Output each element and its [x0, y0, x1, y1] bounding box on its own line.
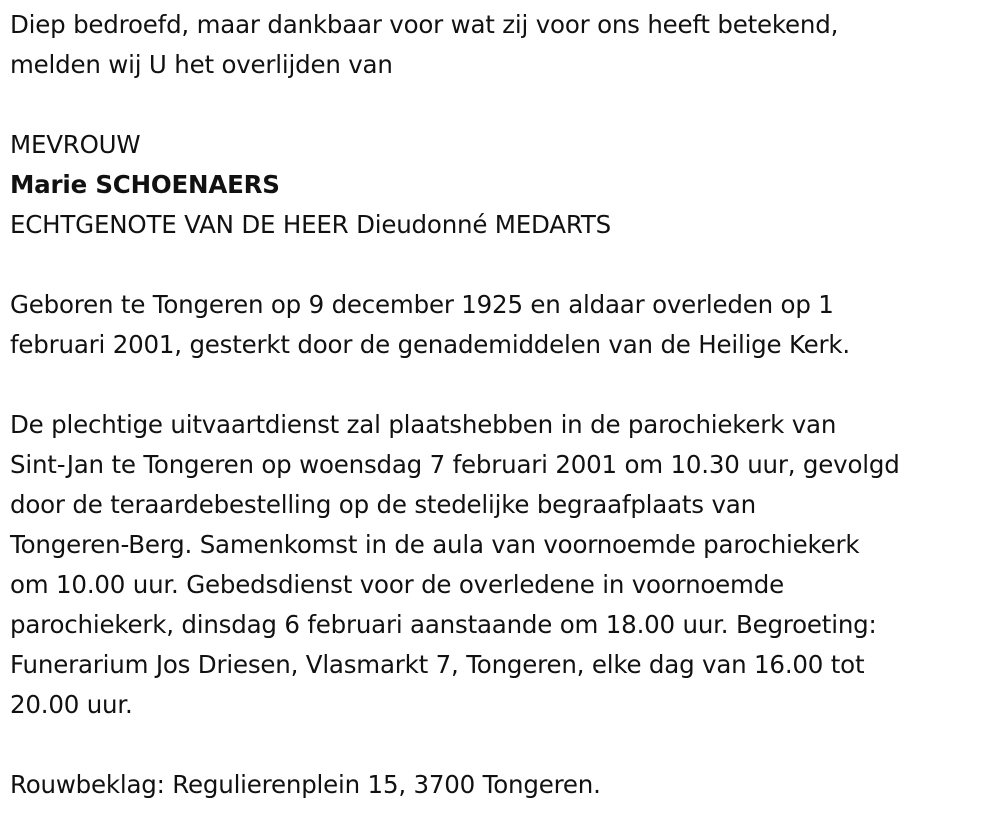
condolences-address: Rouwbeklag: Regulierenplein 15, 3700 Tongeren. [10, 770, 601, 799]
spacer [10, 85, 995, 125]
spacer [10, 365, 995, 405]
deceased-title: MEVROUW [10, 130, 141, 159]
spacer [10, 725, 995, 765]
funeral-line: 20.00 uur. [10, 690, 133, 719]
obituary-notice [10, 5, 995, 805]
birth-death-line-2: februari 2001, gesterkt door de genademiddelen van de Heilige Kerk. [10, 330, 850, 359]
funeral-line: om 10.00 uur. Gebedsdienst voor de overledene in voornoemde [10, 570, 784, 599]
funeral-line: Sint-Jan te Tongeren op woensdag 7 februari 2001 om 10.30 uur, gevolgd [10, 450, 900, 479]
birth-death-line-1: Geboren te Tongeren op 9 december 1925 en aldaar overleden op 1 [10, 290, 834, 319]
funeral-line: Tongeren-Berg. Samenkomst in de aula van voornoemde parochiekerk [10, 530, 860, 559]
funeral-line: parochiekerk, dinsdag 6 februari aanstaande om 18.00 uur. Begroeting: [10, 610, 877, 639]
funeral-line: De plechtige uitvaartdienst zal plaatshebben in de parochiekerk van [10, 410, 837, 439]
intro-line-1: Diep bedroefd, maar dankbaar voor wat zij voor ons heeft betekend, [10, 10, 839, 39]
deceased-name: Marie SCHOENAERS [10, 170, 280, 199]
intro-line-2: melden wij U het overlijden van [10, 50, 393, 79]
funeral-line: Funerarium Jos Driesen, Vlasmarkt 7, Tongeren, elke dag van 16.00 tot [10, 650, 865, 679]
funeral-line: door de teraardebestelling op de stedelijke begraafplaats van [10, 490, 756, 519]
spacer [10, 245, 995, 285]
deceased-relation: ECHTGENOTE VAN DE HEER Dieudonné MEDARTS [10, 210, 611, 239]
